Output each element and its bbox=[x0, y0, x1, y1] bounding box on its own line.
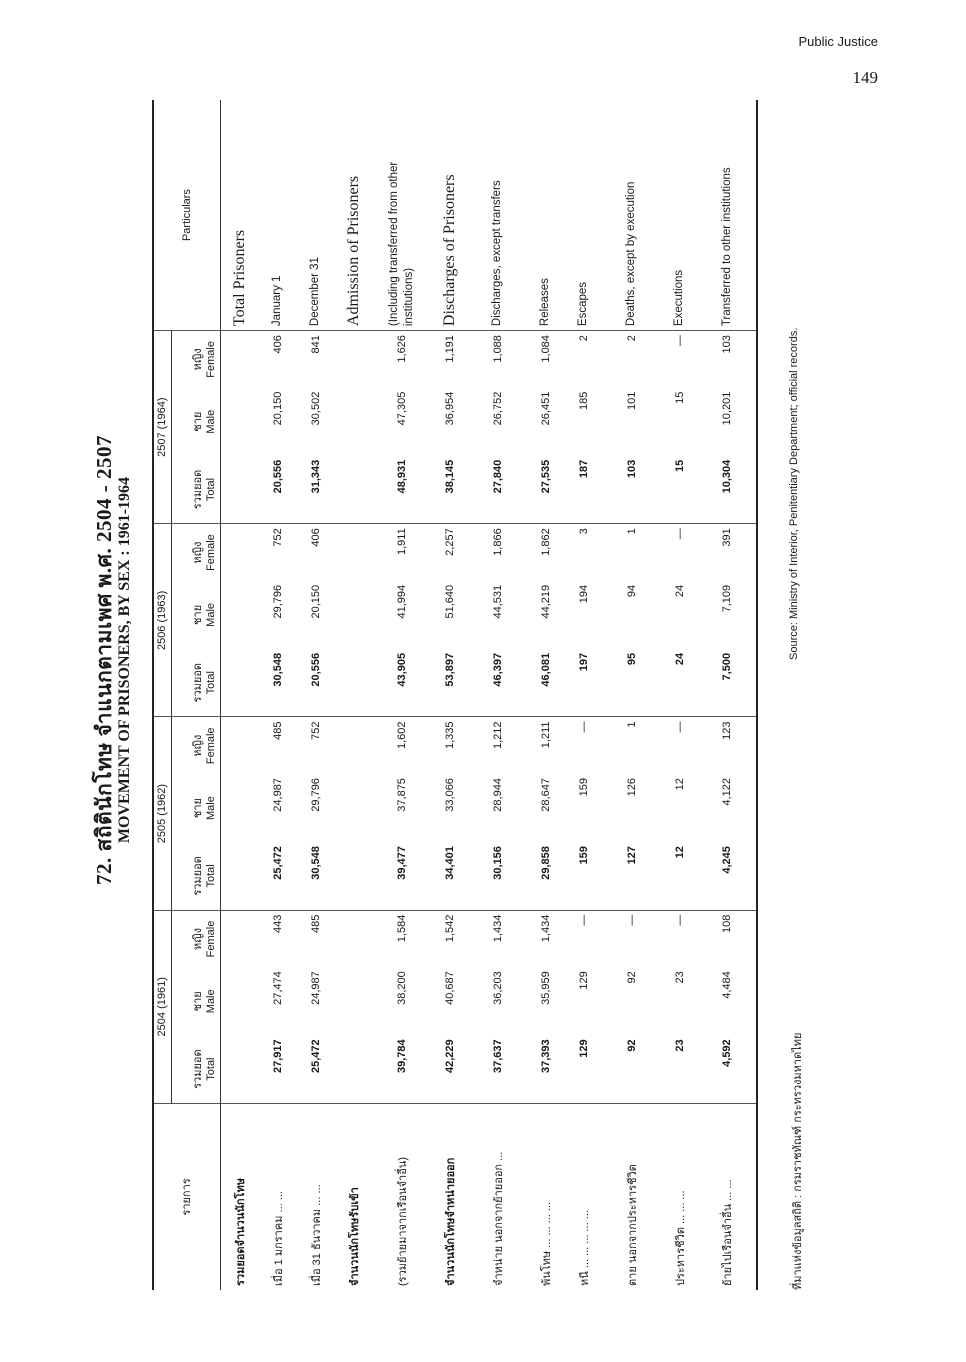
table-cell: 42,229 bbox=[431, 1035, 469, 1103]
source-thai: ที่มาแห่งข้อมูลสถิติ : กรมราชทัณฑ์ กระทรวงมหาดไทย bbox=[792, 1032, 804, 1290]
table-cell: 38,145 bbox=[431, 456, 469, 524]
table-row bbox=[297, 100, 335, 1290]
table-cell bbox=[335, 581, 373, 649]
table-cell: 34,401 bbox=[431, 842, 469, 910]
table-cell: 43,905 bbox=[373, 649, 431, 717]
table-cell: 4,592 bbox=[699, 1035, 757, 1103]
male-header-thai: ชาย bbox=[192, 604, 204, 625]
table-cell: 406 bbox=[309, 528, 322, 547]
table-cell: 126 bbox=[625, 778, 638, 797]
male-header bbox=[172, 967, 221, 1035]
total-header-thai: รวมยอด bbox=[192, 662, 204, 703]
table-cell: 47,305 bbox=[395, 391, 408, 426]
table-cell: 15 bbox=[661, 456, 699, 524]
row-label-english: Executions bbox=[661, 100, 699, 331]
table-cell: 1 bbox=[625, 528, 638, 535]
male-header-thai: ชาย bbox=[192, 798, 204, 819]
year-header: 2506 (1963) bbox=[153, 524, 172, 717]
table-cell: 27,917 bbox=[259, 1035, 297, 1103]
table-cell: — bbox=[673, 721, 686, 733]
table-cell: 159 bbox=[565, 842, 603, 910]
male-header-english: Male bbox=[205, 602, 217, 627]
table-cell: 1,584 bbox=[395, 914, 408, 943]
total-header bbox=[172, 1035, 221, 1103]
male-header bbox=[172, 581, 221, 649]
table-cell: 30,156 bbox=[469, 842, 527, 910]
table-cell: 29,796 bbox=[271, 584, 284, 619]
row-label-english: Admission of Prisoners bbox=[335, 100, 373, 331]
table-cell: 24,987 bbox=[271, 778, 284, 812]
row-label-thai: พ้นโทษ ... ... ... ... bbox=[540, 1201, 553, 1286]
female-header-thai: หญิง bbox=[192, 348, 204, 371]
female-header-english: Female bbox=[205, 727, 217, 765]
total-header-thai: รวมยอด bbox=[192, 856, 204, 896]
table-cell: 20,150 bbox=[309, 584, 322, 619]
table-cell bbox=[221, 456, 259, 524]
table-cell: 4,245 bbox=[699, 842, 757, 910]
table-cell: 1,866 bbox=[491, 528, 504, 556]
table-cell: 10,201 bbox=[721, 391, 733, 426]
table-cell: 40,687 bbox=[443, 971, 456, 1005]
table-row bbox=[221, 100, 259, 1290]
row-label-english: Releases bbox=[527, 100, 565, 331]
row-label-english: Total Prisoners bbox=[221, 100, 259, 331]
table-cell: 2 bbox=[577, 335, 590, 342]
table-cell: 485 bbox=[271, 721, 284, 740]
table-cell: 46,081 bbox=[527, 649, 565, 717]
table-cell: 443 bbox=[271, 914, 284, 934]
table-row bbox=[373, 100, 431, 1290]
table-cell bbox=[335, 910, 373, 967]
table-cell: 53,897 bbox=[431, 649, 469, 717]
table-cell: 3 bbox=[577, 528, 590, 535]
table-cell: 103 bbox=[721, 335, 733, 354]
table-cell: 31,343 bbox=[297, 456, 335, 524]
table-cell bbox=[335, 649, 373, 717]
table-cell: 36,954 bbox=[443, 391, 456, 426]
table-cell: 1,626 bbox=[395, 335, 408, 363]
table-row bbox=[603, 100, 661, 1290]
table-cell: 1,335 bbox=[443, 721, 456, 750]
table-cell: 1,212 bbox=[491, 721, 504, 750]
total-header-thai: รวมยอด bbox=[192, 1049, 204, 1089]
table-cell: 29,796 bbox=[309, 778, 322, 812]
row-label-thai: รวมยอดจำนวนนักโทษ bbox=[234, 1178, 247, 1286]
row-label-thai: จำหน่าย นอกจากย้ายออก ... bbox=[492, 1151, 505, 1286]
table-cell: 92 bbox=[625, 971, 638, 984]
table-cell: 26,752 bbox=[491, 391, 504, 426]
row-label-thai: เมื่อ 1 มกราคม ... ... bbox=[272, 1191, 285, 1286]
table-cell: 28,647 bbox=[539, 778, 552, 812]
table-cell bbox=[335, 967, 373, 1035]
table-cell: 7,500 bbox=[699, 649, 757, 717]
male-header bbox=[172, 774, 221, 842]
table-cell: 26,451 bbox=[539, 391, 552, 426]
table-cell: — bbox=[577, 914, 590, 926]
female-header bbox=[172, 717, 221, 774]
table-cell: 1,084 bbox=[539, 335, 552, 363]
table-cell: 20,150 bbox=[271, 391, 284, 426]
table-row bbox=[469, 100, 527, 1290]
row-label-thai: ย้ายไปเรือนจำอื่น ... ... bbox=[722, 1179, 734, 1286]
table-row bbox=[699, 100, 757, 1290]
table-cell: 159 bbox=[577, 778, 590, 797]
male-header bbox=[172, 388, 221, 456]
table-cell: — bbox=[673, 528, 686, 540]
table-cell: 103 bbox=[603, 456, 661, 524]
male-header-english: Male bbox=[205, 989, 217, 1014]
table-cell: 24 bbox=[661, 649, 699, 717]
table-cell: 194 bbox=[577, 584, 590, 604]
table-cell: 24 bbox=[673, 584, 686, 598]
female-header-thai: หญิง bbox=[192, 541, 204, 564]
table-cell: 35,959 bbox=[539, 971, 552, 1005]
table-cell: 391 bbox=[721, 528, 733, 547]
table-cell: 1,434 bbox=[491, 914, 504, 943]
table-cell: 37,875 bbox=[395, 778, 408, 812]
table-row bbox=[259, 100, 297, 1290]
table-row bbox=[431, 100, 469, 1290]
total-header-english: Total bbox=[205, 671, 217, 695]
table-row bbox=[335, 100, 373, 1290]
table-cell: 25,472 bbox=[259, 842, 297, 910]
table-cell: 92 bbox=[603, 1035, 661, 1103]
female-header bbox=[172, 331, 221, 388]
table-cell: 185 bbox=[577, 391, 590, 411]
row-label-english: Discharges, except transfers bbox=[469, 100, 527, 331]
table-cell bbox=[335, 456, 373, 524]
table-cell: 30,548 bbox=[259, 649, 297, 717]
table-cell: 37,393 bbox=[527, 1035, 565, 1103]
table-cell: 1 bbox=[625, 721, 638, 728]
table-cell: 752 bbox=[309, 721, 322, 740]
row-label-thai: เมื่อ 31 ธันวาคม ... ... bbox=[310, 1184, 323, 1286]
table-cell: 4,122 bbox=[721, 778, 733, 806]
row-label-thai: จำนวนนักโทษจำหน่ายออก bbox=[444, 1157, 457, 1286]
table-cell bbox=[221, 581, 259, 649]
male-header-thai: ชาย bbox=[192, 991, 204, 1012]
table-cell: 28,944 bbox=[491, 778, 504, 812]
table-cell: 1,434 bbox=[539, 914, 552, 943]
table-cell: 2 bbox=[625, 335, 638, 342]
rotated-table-page bbox=[88, 20, 848, 1300]
table-cell: 123 bbox=[721, 721, 733, 740]
table-cell: — bbox=[673, 914, 686, 926]
table-cell: 25,472 bbox=[297, 1035, 335, 1103]
table-cell bbox=[335, 331, 373, 388]
table-cell: 197 bbox=[565, 649, 603, 717]
table-cell: 7,109 bbox=[721, 584, 733, 613]
table-cell bbox=[335, 524, 373, 581]
table-cell: 33,066 bbox=[443, 778, 456, 812]
table-cell bbox=[221, 910, 259, 967]
table-cell: 29,858 bbox=[527, 842, 565, 910]
table-cell bbox=[335, 842, 373, 910]
table-cell: 39,477 bbox=[373, 842, 431, 910]
table-cell: 101 bbox=[625, 391, 638, 411]
table-cell: 41,994 bbox=[395, 584, 408, 619]
year-header: 2505 (1962) bbox=[153, 717, 172, 910]
row-label-english: December 31 bbox=[297, 100, 335, 331]
table-cell: 23 bbox=[673, 971, 686, 984]
table-cell: 841 bbox=[309, 335, 322, 354]
table-cell: 4,484 bbox=[721, 971, 733, 999]
table-cell: 129 bbox=[565, 1035, 603, 1103]
table-cell: 36,203 bbox=[491, 971, 504, 1005]
table-cell bbox=[221, 649, 259, 717]
table-cell: 187 bbox=[565, 456, 603, 524]
table-cell: 1,862 bbox=[539, 528, 552, 556]
table-cell: 23 bbox=[661, 1035, 699, 1103]
total-header-english: Total bbox=[205, 864, 217, 888]
table-cell bbox=[221, 524, 259, 581]
female-header bbox=[172, 524, 221, 581]
source-english: Source: Ministry of Interior, Penitentiary Department; official records. bbox=[788, 327, 800, 660]
row-label-thai: จำนวนนักโทษรับเข้า bbox=[348, 1187, 361, 1286]
table-cell: 485 bbox=[309, 914, 322, 934]
row-label-thai: ตาย นอกจากประหารชีวิต bbox=[626, 1164, 639, 1286]
table-cell bbox=[221, 331, 259, 388]
table-cell: 95 bbox=[603, 649, 661, 717]
table-cell: 2,257 bbox=[443, 528, 456, 556]
table-cell: 1,211 bbox=[539, 721, 552, 749]
page-number: 149 bbox=[852, 68, 878, 87]
running-header: Public Justice bbox=[798, 34, 878, 49]
total-header bbox=[172, 842, 221, 910]
row-label-english: Escapes bbox=[565, 100, 603, 331]
table-cell: 406 bbox=[271, 335, 284, 354]
table-row bbox=[661, 100, 699, 1290]
female-header-english: Female bbox=[205, 534, 217, 571]
table-cell: 27,535 bbox=[527, 456, 565, 524]
table-row bbox=[565, 100, 603, 1290]
total-header-english: Total bbox=[205, 477, 217, 502]
table-cell: 752 bbox=[271, 528, 284, 547]
table-cell: 27,840 bbox=[469, 456, 527, 524]
male-header-thai: ชาย bbox=[192, 411, 204, 432]
table-cell: 24,987 bbox=[309, 971, 322, 1005]
table-cell bbox=[335, 717, 373, 774]
table-cell bbox=[335, 388, 373, 456]
table-cell: 44,531 bbox=[491, 584, 504, 619]
table-row bbox=[527, 100, 565, 1290]
table-cell: 38,200 bbox=[395, 971, 408, 1005]
table-cell bbox=[221, 388, 259, 456]
table-cell: 39,784 bbox=[373, 1035, 431, 1103]
female-header-thai: หญิง bbox=[192, 927, 204, 950]
table-cell: 1,191 bbox=[443, 335, 456, 363]
row-label-english: Transferred to other institutions bbox=[699, 100, 757, 331]
male-header-english: Male bbox=[205, 409, 217, 434]
table-cell bbox=[221, 1035, 259, 1103]
total-header bbox=[172, 456, 221, 524]
female-header bbox=[172, 910, 221, 967]
table-cell: 44,219 bbox=[539, 584, 552, 619]
table-cell: 30,502 bbox=[309, 391, 322, 426]
table-cell: 1,542 bbox=[443, 914, 456, 943]
table-cell bbox=[221, 967, 259, 1035]
table-cell: 48,931 bbox=[373, 456, 431, 524]
table-cell: 1,602 bbox=[395, 721, 408, 750]
total-header-english: Total bbox=[205, 1057, 217, 1081]
table-cell: 51,640 bbox=[443, 584, 456, 619]
row-label-thai: หนี ... ... ... ... ... bbox=[578, 1210, 591, 1286]
male-header-english: Male bbox=[205, 796, 217, 821]
table-cell: 12 bbox=[673, 778, 686, 791]
table-cell: 127 bbox=[603, 842, 661, 910]
table-cell: 46,397 bbox=[469, 649, 527, 717]
items-header: รายการ bbox=[153, 1103, 221, 1290]
table-subtitle: MOVEMENT OF PRISONERS, BY SEX : 1961-1964 bbox=[116, 476, 133, 844]
table-cell: 10,304 bbox=[699, 456, 757, 524]
row-label-thai: ประหารชีวิต ... ... ... bbox=[674, 1190, 687, 1286]
table-cell: 1,911 bbox=[395, 528, 408, 555]
table-cell bbox=[335, 1035, 373, 1103]
table-cell: 30,548 bbox=[297, 842, 335, 910]
row-label-english: Discharges of Prisoners bbox=[431, 100, 469, 331]
table-cell: 1,088 bbox=[491, 335, 504, 363]
table-cell bbox=[221, 774, 259, 842]
total-header-thai: รวมยอด bbox=[192, 469, 204, 510]
prisoners-table bbox=[152, 100, 758, 1290]
table-cell: 15 bbox=[673, 391, 686, 404]
table-cell: 108 bbox=[721, 914, 733, 934]
female-header-english: Female bbox=[205, 920, 217, 958]
table-cell: — bbox=[577, 721, 590, 733]
particulars-header: Particulars bbox=[153, 100, 221, 331]
table-cell: — bbox=[673, 335, 686, 347]
table-title: 72. สถิตินักโทษ จำแนกตามเพศ พ.ศ. 2504 - 2507 bbox=[92, 435, 116, 885]
table-cell bbox=[221, 717, 259, 774]
table-cell: 12 bbox=[661, 842, 699, 910]
table-cell: 20,556 bbox=[259, 456, 297, 524]
table-cell: 37,637 bbox=[469, 1035, 527, 1103]
table-cell: 20,556 bbox=[297, 649, 335, 717]
table-cell bbox=[335, 774, 373, 842]
total-header bbox=[172, 649, 221, 717]
row-label-thai: (รวมย้ายมาจากเรือนจำอื่น) bbox=[396, 1157, 409, 1286]
female-header-thai: หญิง bbox=[192, 734, 204, 757]
table-cell bbox=[221, 842, 259, 910]
table-cell: 129 bbox=[577, 971, 590, 990]
table-cell: 27,474 bbox=[271, 971, 284, 1005]
row-label-english: January 1 bbox=[259, 100, 297, 331]
row-label-english: Deaths, except by execution bbox=[603, 100, 661, 331]
year-header: 2504 (1961) bbox=[153, 910, 172, 1103]
year-header: 2507 (1964) bbox=[153, 331, 172, 524]
table-cell: 94 bbox=[625, 584, 638, 598]
female-header-english: Female bbox=[205, 341, 217, 378]
row-label-english: (Including transferred from other institutions) bbox=[373, 100, 431, 331]
table-cell: — bbox=[625, 914, 638, 926]
